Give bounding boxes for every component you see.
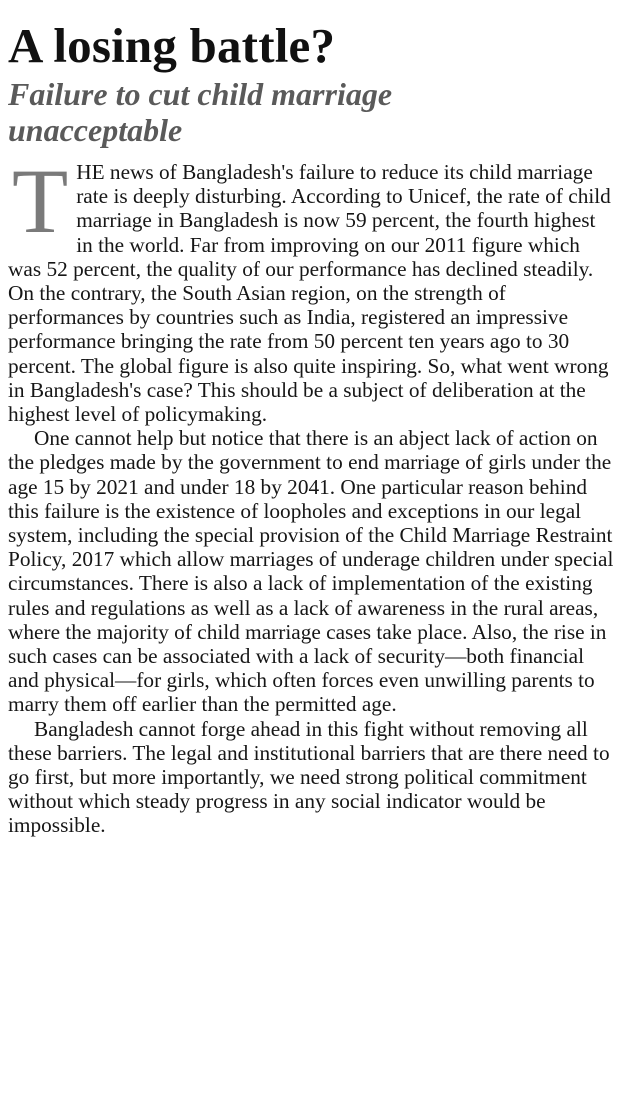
article-page xyxy=(8,20,616,838)
drop-cap: T xyxy=(12,150,69,252)
article-body xyxy=(8,150,616,838)
paragraph-3: Bangladesh cannot forge ahead in this fight without removing all these barriers. The legal and institutional barriers that are there need to go first, but more importantly, we need strong political commitment without which steady progress in any social indicator would be impossible. xyxy=(8,716,610,838)
paragraph-1-text: HE news of Bangladesh's failure to reduce its child marriage rate is deeply disturbing. According to Unicef, the rate of child marriage in Bangladesh is now 59 percent, the fourth highest in the world. Far from improving on our 2011 figure which was 52 percent, the quality of our performance has declined steadily. On the contrary, the South Asian region, on the strength of performances by countries such as India, registered an impressive performance bringing the rate from 50 percent ten years ago to 30 percent. The global figure is also quite inspiring. So, what went wrong in Bangladesh's case? This should be a subject of deliberation at the highest level of policymaking. xyxy=(8,160,611,427)
article-subheadline: Failure to cut child marriage unacceptable xyxy=(8,76,393,148)
paragraph-1 xyxy=(8,150,616,427)
paragraph-2: One cannot help but notice that there is an abject lack of action on the pledges made by the government to end marriage of girls under the age 15 by 2021 and under 18 by 2041. One particular reason behind this failure is the existence of loopholes and exceptions in our legal system, including the special provision of the Child Marriage Restraint Policy, 2017 which allow marriages of underage children under special circumstances. There is also a lack of implementation of the existing rules and regulations as well as a lack of awareness in the rural areas, where the majority of child marriage cases take place. Also, the rise in such cases can be associated with a lack of security—both financial and physical—for girls, which often forces even unwilling parents to marry them off earlier than the permitted age. xyxy=(8,426,614,717)
article-headline: A losing battle? xyxy=(8,18,336,73)
